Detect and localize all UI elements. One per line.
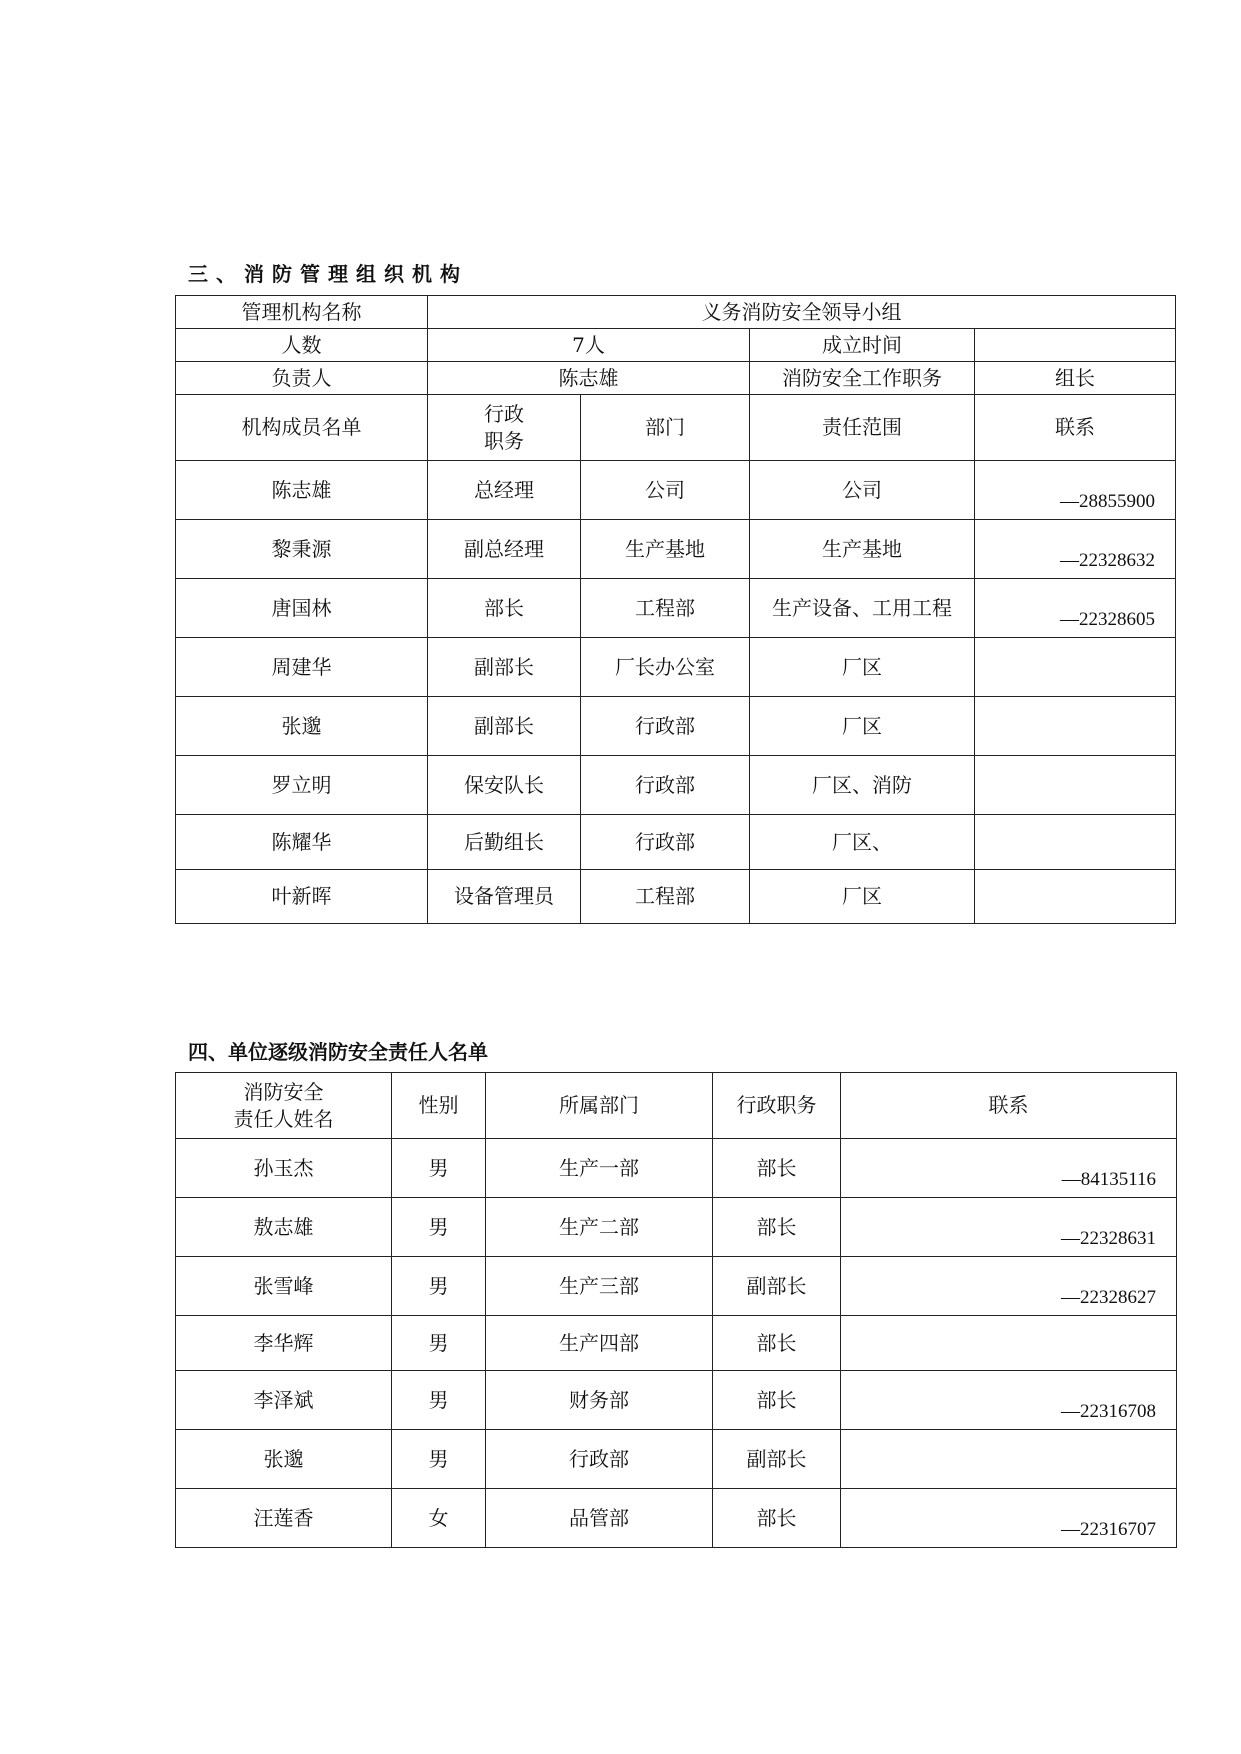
phone-cell [841,1316,1177,1371]
member-name: 罗立明 [176,756,428,815]
col-admin-title: 行政职务 [713,1073,841,1139]
col-department: 部门 [581,395,750,461]
col-contact: 联系 [841,1073,1177,1139]
person-title: 部长 [713,1139,841,1198]
person-name: 张雪峰 [176,1257,392,1316]
col-person-name: 消防安全 责任人姓名 [176,1073,392,1139]
phone-cell [975,697,1176,756]
phone-cell [841,1139,1177,1198]
member-scope: 生产设备、工用工程 [750,579,975,638]
member-name: 陈耀华 [176,815,428,870]
member-row [176,520,1176,579]
person-gender: 男 [392,1139,486,1198]
phone-cell [975,870,1176,924]
org-name-value: 义务消防安全领导小组 [428,296,1176,329]
col-contact: 联系 [975,395,1176,461]
member-scope: 生产基地 [750,520,975,579]
member-scope: 厂区 [750,870,975,924]
member-name: 黎秉源 [176,520,428,579]
member-row [176,461,1176,520]
leader-label: 负责人 [176,362,428,395]
phone-number: —22316707 [1061,1519,1156,1541]
col-member-list: 机构成员名单 [176,395,428,461]
person-row [176,1316,1177,1371]
member-scope: 公司 [750,461,975,520]
person-row [176,1139,1177,1198]
member-title: 副部长 [428,638,581,697]
member-scope: 厂区、 [750,815,975,870]
phone-cell [841,1257,1177,1316]
member-row [176,756,1176,815]
phone-number: —28855900 [1060,491,1155,513]
member-name: 陈志雄 [176,461,428,520]
person-dept: 行政部 [486,1430,713,1489]
leader-value: 陈志雄 [428,362,750,395]
member-title: 后勤组长 [428,815,581,870]
phone-cell [975,815,1176,870]
duty-value: 组长 [975,362,1176,395]
count-value: 7人 [428,329,750,362]
member-name: 叶新晖 [176,870,428,924]
person-row [176,1198,1177,1257]
responsible-persons-table [175,1072,1177,1548]
section-3-title: 三、消防管理组织机构 [188,262,468,286]
col-gender: 性别 [392,1073,486,1139]
member-scope: 厂区 [750,697,975,756]
col-admin-title: 行政 职务 [428,395,581,461]
phone-number: —22328605 [1060,609,1155,631]
member-row [176,697,1176,756]
member-row [176,870,1176,924]
person-dept: 生产三部 [486,1257,713,1316]
member-dept: 行政部 [581,815,750,870]
phone-cell [841,1489,1177,1548]
person-dept: 生产一部 [486,1139,713,1198]
phone-cell [975,638,1176,697]
person-dept: 财务部 [486,1371,713,1430]
phone-cell [975,461,1176,520]
person-dept: 生产二部 [486,1198,713,1257]
fire-management-org-table [175,295,1176,924]
duty-label: 消防安全工作职务 [750,362,975,395]
person-gender: 男 [392,1198,486,1257]
person-gender: 男 [392,1316,486,1371]
member-dept: 生产基地 [581,520,750,579]
person-row [176,1430,1177,1489]
phone-cell [975,756,1176,815]
member-row [176,638,1176,697]
phone-number: —22316708 [1061,1401,1156,1423]
person-title: 部长 [713,1316,841,1371]
person-title: 部长 [713,1371,841,1430]
member-title: 设备管理员 [428,870,581,924]
person-dept: 生产四部 [486,1316,713,1371]
phone-cell [841,1371,1177,1430]
member-dept: 行政部 [581,756,750,815]
member-title: 部长 [428,579,581,638]
person-name: 孙玉杰 [176,1139,392,1198]
phone-cell [975,520,1176,579]
person-gender: 男 [392,1257,486,1316]
col-responsibility: 责任范围 [750,395,975,461]
person-dept: 品管部 [486,1489,713,1548]
person-name: 敖志雄 [176,1198,392,1257]
person-row [176,1371,1177,1430]
person-name: 李泽斌 [176,1371,392,1430]
phone-number: —84135116 [1061,1169,1156,1191]
person-name: 张邈 [176,1430,392,1489]
phone-cell [841,1198,1177,1257]
person-title: 部长 [713,1489,841,1548]
person-name: 汪莲香 [176,1489,392,1548]
member-title: 副部长 [428,697,581,756]
phone-number: —22328627 [1061,1287,1156,1309]
person-gender: 男 [392,1371,486,1430]
person-gender: 男 [392,1430,486,1489]
member-title: 保安队长 [428,756,581,815]
person-title: 副部长 [713,1257,841,1316]
person-row [176,1257,1177,1316]
phone-cell [841,1430,1177,1489]
phone-cell [975,579,1176,638]
member-name: 周建华 [176,638,428,697]
member-dept: 工程部 [581,870,750,924]
member-row [176,579,1176,638]
member-scope: 厂区、消防 [750,756,975,815]
org-name-label: 管理机构名称 [176,296,428,329]
phone-number: —22328631 [1061,1228,1156,1250]
person-title: 部长 [713,1198,841,1257]
member-dept: 厂长办公室 [581,638,750,697]
member-title: 副总经理 [428,520,581,579]
member-name: 唐国林 [176,579,428,638]
count-label: 人数 [176,329,428,362]
member-title: 总经理 [428,461,581,520]
member-scope: 厂区 [750,638,975,697]
col-department: 所属部门 [486,1073,713,1139]
section-4-title: 四、单位逐级消防安全责任人名单 [188,1040,488,1064]
person-row [176,1489,1177,1548]
person-title: 副部长 [713,1430,841,1489]
member-row [176,815,1176,870]
member-name: 张邈 [176,697,428,756]
member-dept: 公司 [581,461,750,520]
founded-value [975,329,1176,362]
phone-number: —22328632 [1060,550,1155,572]
member-dept: 行政部 [581,697,750,756]
founded-label: 成立时间 [750,329,975,362]
person-gender: 女 [392,1489,486,1548]
member-dept: 工程部 [581,579,750,638]
person-name: 李华辉 [176,1316,392,1371]
